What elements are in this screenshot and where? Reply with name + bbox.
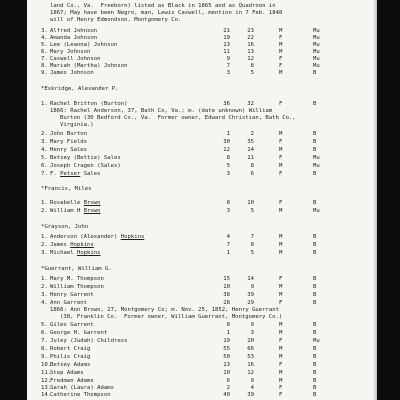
table-row (27, 63, 377, 70)
table-row (27, 147, 377, 154)
row-number: 2. (41, 208, 48, 214)
row-name (50, 208, 101, 215)
race: B (313, 200, 317, 206)
row-name: Mary Fields (50, 139, 88, 145)
note-text: 1866: Ann Brown, 27, Montgomery Co; m. Nov. 25, 1852, Henry Guerrant (50, 307, 280, 313)
row-name: Ann Garrent (50, 300, 88, 306)
row-number: 13. (41, 385, 52, 391)
note-line (27, 17, 377, 24)
sex: M (279, 378, 283, 384)
name-underlined: Brown (83, 200, 101, 206)
race: B (313, 346, 317, 352)
age-2: 5 (250, 250, 254, 256)
age-1: 13 (223, 362, 230, 368)
row-name: Catherine Thompson (50, 392, 111, 398)
sex: M (279, 163, 283, 169)
row-number: 11. (41, 370, 52, 376)
row-name: James Johnson (50, 70, 94, 76)
name-underlined: Brown (83, 208, 101, 214)
row-number: 2. (41, 242, 48, 248)
row-name: Lee (Leanna) Johnson (50, 42, 118, 48)
race: B (313, 378, 317, 384)
race: B (313, 250, 317, 256)
age-2: 16 (247, 42, 254, 48)
race: B (313, 300, 317, 306)
age-1: 19 (223, 338, 230, 344)
row-name: Philis Craig (50, 354, 91, 360)
age-2: 3 (250, 330, 254, 336)
age-2: 14 (247, 276, 254, 282)
race: Mu (313, 35, 320, 41)
row-name (50, 250, 101, 257)
row-number: 12. (41, 378, 52, 384)
row-number: 5. (41, 322, 48, 328)
age-1: 28 (223, 300, 230, 306)
row-number: 10. (41, 362, 52, 368)
table-row (27, 56, 377, 63)
document-page (27, 0, 377, 400)
row-number: 5. (41, 155, 48, 161)
sex: F (279, 362, 283, 368)
sex: F (279, 392, 283, 398)
section-header-text: *Eskridge, Alexander P. (41, 86, 119, 92)
race: Mu (313, 155, 320, 161)
row-number: 14. (41, 392, 52, 398)
section-header-text: *Francis, Miles (41, 186, 92, 192)
row-name: Henry Sales (50, 147, 88, 153)
row-number: 6. (41, 163, 48, 169)
age-1: 50 (223, 354, 230, 360)
section-header (27, 224, 377, 231)
sex: M (279, 131, 283, 137)
race: Mu (313, 63, 320, 69)
row-number: 3. (41, 139, 48, 145)
table-row (27, 208, 377, 215)
age-1: 1 (226, 250, 230, 256)
race: B (313, 354, 317, 360)
age-2: 6 (250, 171, 254, 177)
row-name: Betsey (Bettie) Sales (50, 155, 121, 161)
table-row (27, 338, 377, 345)
age-1: 1 (226, 330, 230, 336)
race: Mu (313, 163, 320, 169)
sex: F (279, 338, 283, 344)
age-1: 4 (226, 234, 230, 240)
age-1: 21 (223, 28, 230, 34)
row-number: 1. (41, 101, 48, 107)
section-header (27, 186, 377, 193)
sex: M (279, 330, 283, 336)
sex: M (279, 346, 283, 352)
sex: F (279, 56, 283, 62)
race: Mu (313, 56, 320, 62)
note-line (27, 115, 377, 122)
section-header (27, 266, 377, 273)
row-number: 5. (41, 42, 48, 48)
race: B (313, 276, 317, 282)
race: B (313, 322, 317, 328)
row-number: 3. (41, 250, 48, 256)
note-line (27, 314, 377, 321)
name-underlined: Petser (60, 171, 81, 177)
age-2: 8 (250, 242, 254, 248)
row-name (50, 200, 101, 207)
age-1: 9 (226, 56, 230, 62)
name-underlined: Hopkins (120, 234, 145, 240)
row-name: William Thompson (50, 284, 104, 290)
sex: M (279, 208, 283, 214)
row-name: Juley (Judah) Childress (50, 338, 128, 344)
row-number: 2. (41, 284, 48, 290)
age-2: 13 (247, 49, 254, 55)
age-2: 12 (247, 56, 254, 62)
row-number: 6. (41, 330, 48, 336)
age-2: 7 (250, 234, 254, 240)
row-number: 8. (41, 63, 48, 69)
age-2: 9 (250, 378, 254, 384)
row-name: Betsey Adams (50, 362, 91, 368)
age-1: 8 (226, 322, 230, 328)
row-number: 4. (41, 300, 48, 306)
note-text: Burton (30 Bedford Co., Va. Former owner, Edward Christian, Bath Co., (60, 115, 296, 121)
sex: M (279, 250, 283, 256)
table-row (27, 242, 377, 249)
sex: F (279, 385, 283, 391)
age-1: 40 (223, 392, 230, 398)
table-row (27, 346, 377, 353)
sex: F (279, 200, 283, 206)
note-text: Virginia.) (60, 122, 94, 128)
note-text: 1866: Rachel Anderson, 37, Bath Co, Va.; m. (date unknown) William (50, 108, 273, 114)
row-name: George H. Garrent (50, 330, 108, 336)
row-name: Amanda Johnson (50, 35, 98, 41)
table-row (27, 378, 377, 385)
age-2: 8 (250, 163, 254, 169)
table-row (27, 276, 377, 283)
age-2: 5 (250, 208, 254, 214)
table-row (27, 139, 377, 146)
age-2: 4 (250, 385, 254, 391)
section-header-text: *Grayson, John (41, 224, 89, 230)
row-name (50, 234, 144, 241)
race: B (313, 284, 317, 290)
row-number: 9. (41, 354, 48, 360)
age-2: 32 (247, 101, 254, 107)
age-2: 22 (247, 35, 254, 41)
sex: F (279, 139, 283, 145)
name-first: James (50, 242, 71, 248)
page-edge-shadow (373, 0, 377, 400)
table-row (27, 300, 377, 307)
table-row (27, 385, 377, 392)
age-2: 5 (250, 70, 254, 76)
sex: M (279, 242, 283, 248)
name-underlined: Hopkins (76, 250, 101, 256)
age-1: 30 (223, 139, 230, 145)
race: B (313, 370, 317, 376)
age-2: 29 (247, 300, 254, 306)
row-name (50, 242, 94, 249)
age-1: 19 (223, 35, 230, 41)
sex: F (279, 63, 283, 69)
sex: F (279, 276, 283, 282)
note-text: (38, Franklin Co. Former owner, William Guerrant, Montgomery Co.) (60, 314, 283, 320)
race: B (313, 171, 317, 177)
row-name: Mariah (Martha) Johnson (50, 63, 128, 69)
age-1: 6 (226, 378, 230, 384)
race: Mu (313, 49, 320, 55)
row-name: Fredman Adams (50, 378, 94, 384)
age-2: 20 (247, 338, 254, 344)
name-first: William H (50, 208, 84, 214)
age-1: 38 (223, 292, 230, 298)
race: B (313, 362, 317, 368)
table-row (27, 200, 377, 207)
sex: F (279, 171, 283, 177)
race: Mu (313, 208, 320, 214)
race: B (313, 139, 317, 145)
age-1: 3 (226, 208, 230, 214)
age-1: 36 (223, 101, 230, 107)
table-row (27, 49, 377, 56)
age-1: 8 (226, 200, 230, 206)
age-1: 3 (226, 70, 230, 76)
table-row (27, 330, 377, 337)
race: B (313, 330, 317, 336)
row-name: Joseph Cragen (Sales) (50, 163, 121, 169)
age-1: 3 (226, 171, 230, 177)
table-row (27, 392, 377, 399)
table-row (27, 101, 377, 108)
sex: M (279, 147, 283, 153)
name-first: Rosabelle (50, 200, 84, 206)
age-2: 23 (247, 28, 254, 34)
sex: M (279, 354, 283, 360)
age-1: 5 (226, 163, 230, 169)
note-line (27, 10, 377, 17)
row-name: Rachel Britton (Burton) (50, 101, 128, 107)
section-header-text: *Guerrant, William G. (41, 266, 112, 272)
race: B (313, 131, 317, 137)
table-row (27, 370, 377, 377)
row-number: 9. (41, 70, 48, 76)
note-text: 1867; May have been Negro, man, Lewis Caswell, mention in 7 Feb. 1848 (50, 10, 283, 16)
row-number: 7. (41, 56, 48, 62)
age-1: 55 (223, 346, 230, 352)
sex: M (279, 292, 283, 298)
table-row (27, 362, 377, 369)
row-name: Step Adams (50, 370, 84, 376)
row-name: John Burton (50, 131, 88, 137)
row-number: 2. (41, 131, 48, 137)
age-2: 14 (247, 147, 254, 153)
note-line (27, 108, 377, 115)
sex: F (279, 101, 283, 107)
table-row (27, 42, 377, 49)
race: B (313, 292, 317, 298)
age-1: 7 (226, 63, 230, 69)
row-number: 3. (41, 28, 48, 34)
sex: F (279, 35, 283, 41)
row-number: 3. (41, 292, 48, 298)
race: B (313, 392, 317, 398)
row-name: Henry Garrent (50, 292, 94, 298)
age-2: 35 (247, 139, 254, 145)
race: B (313, 70, 317, 76)
table-row (27, 131, 377, 138)
age-2: 16 (247, 362, 254, 368)
table-row (27, 155, 377, 162)
row-number: 4. (41, 35, 48, 41)
note-line (27, 122, 377, 129)
row-number: 8. (41, 346, 48, 352)
age-1: 10 (223, 370, 230, 376)
row-name (50, 171, 101, 178)
sex: M (279, 322, 283, 328)
table-row (27, 354, 377, 361)
table-row (27, 234, 377, 241)
age-2: 39 (247, 392, 254, 398)
age-1: 15 (223, 276, 230, 282)
table-row (27, 70, 377, 77)
table-row (27, 284, 377, 291)
age-1: 10 (223, 284, 230, 290)
row-number: 7. (41, 338, 48, 344)
sex: F (279, 300, 283, 306)
race: B (313, 242, 317, 248)
name-first: F. (50, 171, 61, 177)
note-line (27, 3, 377, 10)
age-1: 12 (223, 147, 230, 153)
age-1: 2 (226, 385, 230, 391)
row-number: 1. (41, 200, 48, 206)
sex: M (279, 284, 283, 290)
row-name: Alfred Johnson (50, 28, 98, 34)
sex: M (279, 49, 283, 55)
sex: M (279, 70, 283, 76)
race: Mu (313, 28, 320, 34)
row-name: Robert Craig (50, 346, 91, 352)
age-1: 11 (223, 49, 230, 55)
age-1: 13 (223, 42, 230, 48)
age-2: 39 (247, 292, 254, 298)
age-1: 8 (226, 155, 230, 161)
section-header (27, 86, 377, 93)
age-2: 8 (250, 63, 254, 69)
note-line (27, 307, 377, 314)
sex: F (279, 155, 283, 161)
table-row (27, 163, 377, 170)
table-row (27, 250, 377, 257)
table-row (27, 171, 377, 178)
note-text: land Co., Va. Freeborn) listed as Black in 1865 and as Quadroon in (50, 3, 276, 9)
age-1: 7 (226, 242, 230, 248)
race: Mu (313, 338, 320, 344)
age-2: 11 (247, 155, 254, 161)
row-number: 6. (41, 49, 48, 55)
note-text: will of Henry Edmondson, Montgomery Co. (50, 17, 182, 23)
age-2: 66 (247, 346, 254, 352)
row-number: 4. (41, 147, 48, 153)
age-2: 9 (250, 322, 254, 328)
table-row (27, 28, 377, 35)
table-row (27, 35, 377, 42)
age-2: 9 (250, 284, 254, 290)
table-row (27, 322, 377, 329)
age-1: 1 (226, 131, 230, 137)
sex: M (279, 42, 283, 48)
name-underlined: Hopkins (70, 242, 94, 248)
sex: M (279, 370, 283, 376)
row-name: Mary M. Thompson (50, 276, 104, 282)
row-number: 1. (41, 276, 48, 282)
race: B (313, 101, 317, 107)
row-name: Mary Johnson (50, 49, 91, 55)
race: B (313, 385, 317, 391)
row-name: Caswell Johnson (50, 56, 101, 62)
age-2: 2 (250, 131, 254, 137)
race: B (313, 147, 317, 153)
table-row (27, 292, 377, 299)
sex: M (279, 234, 283, 240)
row-number: 7. (41, 171, 48, 177)
sex: M (279, 28, 283, 34)
age-2: 12 (247, 370, 254, 376)
row-number: 1. (41, 234, 48, 240)
age-2: 53 (247, 354, 254, 360)
name-first: Anderson (Alexander) (50, 234, 121, 240)
race: Mu (313, 42, 320, 48)
age-2: 10 (247, 200, 254, 206)
name-last: Sales (80, 171, 101, 177)
row-name: Giles Garrent (50, 322, 94, 328)
row-name: Sarah (Laura) Adams (50, 385, 114, 391)
race: B (313, 234, 317, 240)
name-first: Michael (50, 250, 77, 256)
